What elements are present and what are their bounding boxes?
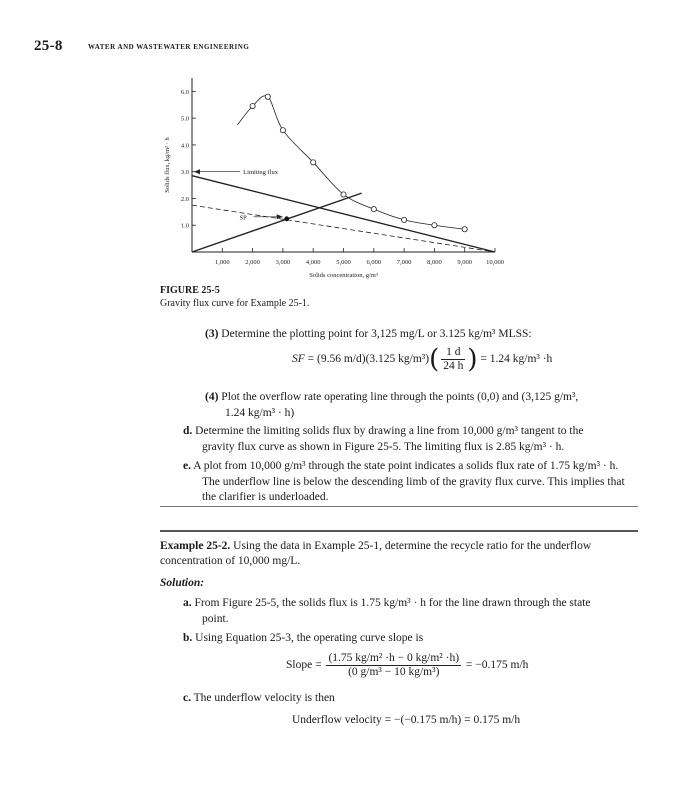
state-point-line [192, 205, 495, 252]
step-d-line-2: gravity flux curve as shown in Figure 25-5. The limiting flux is 2.85 kg/m³ · h. [202, 441, 565, 453]
step-4 [205, 389, 578, 405]
x-tick-label: 9,000 [457, 259, 473, 266]
step-e [183, 458, 618, 474]
data-point [402, 217, 407, 222]
state-point [284, 216, 289, 221]
data-point [462, 227, 467, 232]
solution-a [183, 595, 591, 611]
step-d [183, 423, 583, 439]
gravity-flux-chart [150, 70, 520, 285]
sf-fraction-num: 1 d [441, 346, 465, 360]
gravity-flux-curve [237, 96, 464, 230]
sf-fraction [441, 346, 465, 373]
step-e-line-2: The underflow line is below the descending limb of the gravity flux curve. This implies that [202, 476, 625, 488]
solution-c-label: c. [183, 692, 191, 704]
y-tick-label: 5.0 [180, 115, 189, 123]
y-tick-label: 3.0 [180, 169, 189, 177]
solution-a-line-2: point. [202, 613, 229, 625]
example-25-2 [160, 538, 591, 554]
data-point [311, 160, 316, 165]
x-tick-label: 6,000 [366, 259, 382, 266]
x-tick-label: 1,000 [214, 259, 230, 266]
step-e-line-1: A plot from 10,000 g/m³ through the state point indicates a solids flux rate of 1.75 kg/m³ · h. [193, 460, 619, 472]
step-3-text: Determine the plotting point for 3,125 mg/L or 3.125 kg/m³ MLSS: [221, 328, 532, 340]
step-3-number: (3) [205, 328, 219, 340]
sf-symbol: SF [292, 353, 305, 366]
slope-result: = −0.175 m/h [465, 659, 529, 672]
running-title: WATER AND WASTEWATER ENGINEERING [88, 43, 250, 51]
step-4-line-1: Plot the overflow rate operating line through the points (0,0) and (3,125 g/m³, [221, 391, 579, 403]
solution-label: Solution: [160, 577, 205, 589]
x-tick-label: 2,000 [245, 259, 260, 266]
slope-equation [286, 652, 528, 679]
figure-caption: Gravity flux curve for Example 25-1. [160, 298, 310, 309]
sf-equation-result: = 1.24 kg/m³ ·h [477, 353, 553, 366]
step-e-line-3: the clarifier is underloaded. [202, 491, 329, 503]
page-number: 25-8 [34, 38, 63, 54]
solution-b [183, 630, 423, 646]
step-4-line-2: 1.24 kg/m³ · h) [225, 407, 295, 419]
solution-b-text: Using Equation 25-3, the operating curve slope is [195, 632, 424, 644]
figure-label: FIGURE 25-5 [160, 285, 220, 296]
example-text-1: Using the data in Example 25-1, determine the recycle ratio for the underflow [233, 540, 592, 552]
data-point [341, 192, 346, 197]
step-3 [205, 326, 532, 342]
data-point [371, 207, 376, 212]
data-point [265, 94, 270, 99]
x-tick-label: 3,000 [275, 259, 291, 266]
solution-a-line-1: From Figure 25-5, the solids flux is 1.75 kg/m³ · h for the line drawn through the state [194, 597, 591, 609]
y-tick-label: 6.0 [180, 88, 189, 96]
y-axis-label: Solids flux, kg/m² · h [164, 137, 171, 193]
step-4-number: (4) [205, 391, 219, 403]
solution-c [183, 690, 335, 706]
example-text-2: concentration of 10,000 mg/L. [160, 555, 301, 567]
data-point [280, 128, 285, 133]
slope-numerator: (1.75 kg/m² ·h − 0 kg/m² ·h) [328, 652, 460, 664]
slope-lhs: Slope = [286, 659, 322, 672]
sf-fraction-den: 24 h [443, 360, 464, 372]
underflow-velocity-equation: Underflow velocity = −(−0.175 m/h) = 0.175 m/h [292, 714, 521, 726]
x-tick-label: 8,000 [427, 259, 442, 266]
solution-c-text: The underflow velocity is then [193, 692, 335, 704]
y-tick-label: 4.0 [180, 142, 189, 150]
y-tick-label: 2.0 [180, 195, 189, 203]
example-title: Example 25-2. [160, 540, 231, 552]
step-e-label: e. [183, 460, 191, 472]
sf-equation: SF = (9.56 m/d)(3.125 kg/m³)( $\frac{1 d}{24 h}$ ) = 1.24 kg/m³ ·h [292, 344, 553, 375]
sp-label: SP [239, 214, 247, 222]
overflow-operating-line [192, 193, 362, 252]
example-end-rule [160, 506, 638, 507]
x-tick-label: 10,000 [486, 259, 504, 266]
y-tick-label: 1.0 [180, 222, 189, 230]
limiting-flux-arrowhead [194, 169, 200, 174]
limiting-flux-label: Limiting flux [243, 169, 279, 177]
limiting-flux-line [192, 176, 495, 252]
slope-fraction [326, 652, 461, 679]
x-tick-label: 7,000 [396, 259, 412, 266]
solution-a-label: a. [183, 597, 192, 609]
slope-denominator: (0 g/m³ − 10 kg/m³) [348, 666, 440, 678]
data-point [432, 223, 437, 228]
sf-equation-middle: = (9.56 m/d)(3.125 kg/m³) [304, 353, 430, 366]
x-axis-label: Solids concentration, g/m³ [309, 272, 378, 279]
x-tick-label: 5,000 [336, 259, 351, 266]
data-point [250, 104, 255, 109]
step-d-line-1: Determine the limiting solids flux by drawing a line from 10,000 g/m³ tangent to the [195, 425, 584, 437]
step-d-label: d. [183, 425, 193, 437]
example-start-rule [160, 530, 638, 532]
solution-b-label: b. [183, 632, 193, 644]
x-tick-label: 4,000 [305, 259, 321, 266]
